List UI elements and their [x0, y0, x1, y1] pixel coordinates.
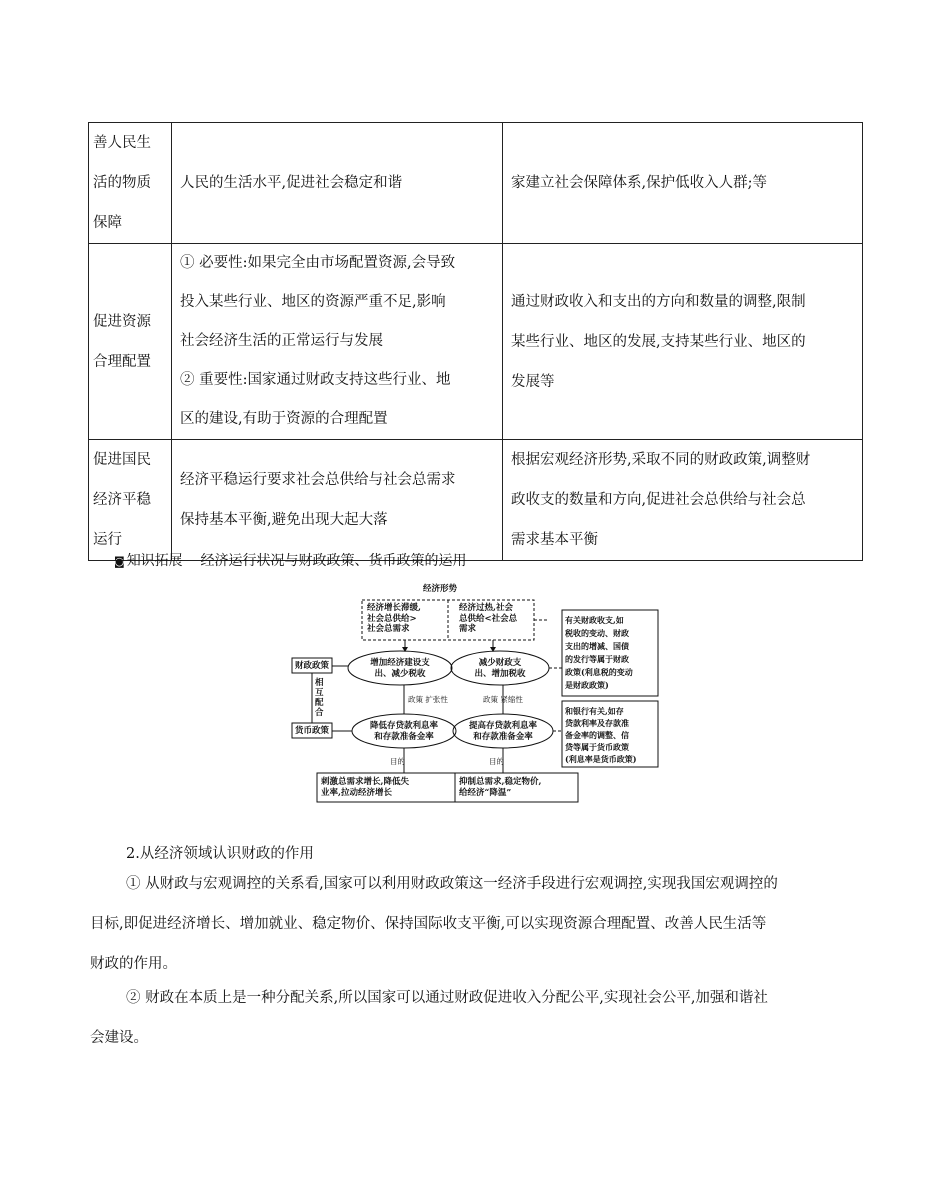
diagram-text: 总供给<社会总: [459, 613, 518, 624]
cell-text: 经济平稳运行要求社会总供给与社会总需求: [180, 472, 456, 488]
diagram-text: 经济增长滞缓,: [367, 603, 421, 613]
extension-mark-icon: ◙: [114, 555, 125, 568]
cell-text: 投入某些行业、地区的资源严重不足,影响: [180, 294, 446, 310]
expansionary-result: [321, 777, 409, 798]
table-cell: [89, 440, 172, 561]
cell-text: 合理配置: [93, 353, 151, 370]
cell-text: 社会经济生活的正常运行与发展: [180, 333, 383, 349]
paragraph-1: [90, 864, 865, 984]
diagram-text: 税收的变动、财政: [565, 628, 629, 638]
diagram-text: 抑制总需求,稳定物价,: [459, 777, 542, 787]
diagram-text: 贷等属于货币政策: [565, 742, 629, 752]
diagram-text: 出、减少税收: [374, 668, 426, 679]
cell-text: 根据宏观经济形势,采取不同的财政政策,调整财: [511, 452, 811, 468]
cell-text: 区的建设,有助于资源的合理配置: [180, 411, 388, 427]
diagram-text: 降低存贷款利息率: [369, 721, 438, 731]
contractionary-monetary-measure: [464, 721, 542, 742]
cell-text: ② 重要性:国家通过财政支持这些行业、地: [180, 372, 451, 388]
cell-text: ① 必要性:如果完全由市场配置资源,会导致: [180, 255, 456, 271]
cell-text: 需求基本平衡: [511, 532, 598, 548]
policy-flow-diagram: [287, 578, 659, 804]
diagram-text: 增加经济建设支: [370, 658, 430, 668]
contractionary-result: [459, 777, 541, 798]
cell-text: 通过财政收入和支出的方向和数量的调整,限制: [511, 293, 806, 310]
diagram-text: 出、增加税收: [474, 668, 526, 679]
diagram-text: 和存款准备金率: [374, 731, 434, 742]
monetary-policy-note: [565, 705, 637, 765]
cell-text: 保持基本平衡,避免出现大起大落: [180, 512, 388, 528]
diagram-text: 和银行有关,如存: [565, 706, 624, 716]
contractionary-policy-type: 政策 紧缩性: [483, 695, 523, 704]
diagram-text: 社会总需求: [367, 624, 410, 634]
table-cell: [503, 440, 863, 561]
finance-role-table: [88, 122, 863, 561]
monetary-policy-label: 货币政策: [295, 726, 330, 736]
table-row: [89, 244, 863, 440]
table-cell: [89, 123, 172, 244]
paragraph-line: 会建设。: [90, 1030, 148, 1046]
diagram-text: 减少财政支: [478, 658, 522, 668]
diagram-text: 给经济“降温”: [459, 787, 512, 798]
diagram-text: 刺激总需求增长,降低失: [321, 777, 409, 787]
table-cell: [172, 440, 503, 561]
diagram-text: 社会总供给>: [367, 613, 417, 624]
table-cell: [172, 244, 503, 440]
knowledge-extension-heading: [114, 551, 467, 572]
diagram-text: 提高存贷款利息率: [468, 721, 537, 731]
paragraph-line: 财政的作用。: [90, 956, 177, 972]
diagram-text: 是财政政策): [565, 680, 609, 690]
cell-text: 某些行业、地区的发展,支持某些行业、地区的: [511, 333, 806, 350]
left-situation: [367, 603, 421, 635]
diagram-text: 支出的增减、国债: [565, 641, 629, 651]
diagram-text: 和存款准备金率: [473, 731, 533, 742]
diagram-text: 需求: [459, 624, 477, 634]
diagram-text: 合: [315, 708, 324, 718]
contractionary-fiscal-measure: [469, 658, 531, 679]
extension-label: 知识拓展: [126, 553, 183, 569]
section-heading: 2.从经济领域认识财政的作用: [126, 846, 314, 862]
table-row: [89, 123, 863, 244]
diagram-text: 经济过热,社会: [459, 603, 513, 613]
cell-text: 人民的生活水平,促进社会稳定和谐: [180, 175, 403, 191]
diagram-text: 互: [315, 688, 324, 698]
cell-text: 经济平稳: [93, 492, 151, 508]
paragraph-2: [90, 978, 865, 1058]
expansionary-monetary-measure: [365, 721, 443, 742]
extension-title: 经济运行状况与财政政策、货币政策的运用: [200, 553, 467, 569]
paragraph-line: ② 财政在本质上是一种分配关系,所以国家可以通过财政促进收入分配公平,实现社会公平,加强和谐社: [126, 990, 768, 1006]
expansionary-fiscal-measure: [367, 658, 433, 679]
cell-text: 活的物质: [93, 175, 151, 191]
diagram-text: (利息率是货币政策): [565, 754, 637, 764]
diagram-top-label: 经济形势: [423, 584, 458, 594]
diagram-text: 贷款利率及存款准: [565, 718, 629, 728]
diagram-text: 配: [315, 698, 324, 708]
diagram-text: 的发行等属于财政: [565, 654, 629, 664]
cell-text: 保障: [93, 215, 122, 231]
cell-text: 运行: [93, 532, 122, 548]
cell-text: 促进资源: [93, 313, 151, 330]
cell-text: 政收支的数量和方向,促进社会总供给与社会总: [511, 492, 806, 508]
cell-text: 发展等: [511, 373, 555, 390]
purpose-label: 目的: [489, 757, 504, 766]
table-cell: [172, 123, 503, 244]
purpose-label: 目的: [390, 757, 405, 766]
fiscal-policy-note: [565, 614, 633, 692]
paragraph-line: 目标,即促进经济增长、增加就业、稳定物价、保持国际收支平衡,可以实现资源合理配置、改善人民生活等: [90, 916, 767, 932]
table-row: [89, 440, 863, 561]
diagram-text: 备金率的调整、信: [565, 730, 629, 740]
table-cell: [503, 244, 863, 440]
table-cell: [89, 244, 172, 440]
cell-text: 家建立社会保障体系,保护低收入人群;等: [511, 175, 767, 191]
cell-text: 善人民生: [93, 135, 151, 151]
diagram-text: 相: [315, 678, 324, 688]
coordination-label: [315, 678, 324, 718]
right-situation: [459, 603, 517, 635]
diagram-text: 政策(利息税的变动: [565, 667, 633, 677]
fiscal-policy-label: 财政政策: [295, 661, 330, 671]
paragraph-line: ① 从财政与宏观调控的关系看,国家可以利用财政政策这一经济手段进行宏观调控,实现我国宏观调控的: [126, 876, 778, 892]
expansionary-policy-type: 政策 扩张性: [408, 695, 448, 704]
cell-text: 促进国民: [93, 452, 151, 468]
diagram-text: 业率,拉动经济增长: [321, 787, 392, 798]
diagram-text: 有关财政收支,如: [565, 615, 624, 625]
table-cell: [503, 123, 863, 244]
